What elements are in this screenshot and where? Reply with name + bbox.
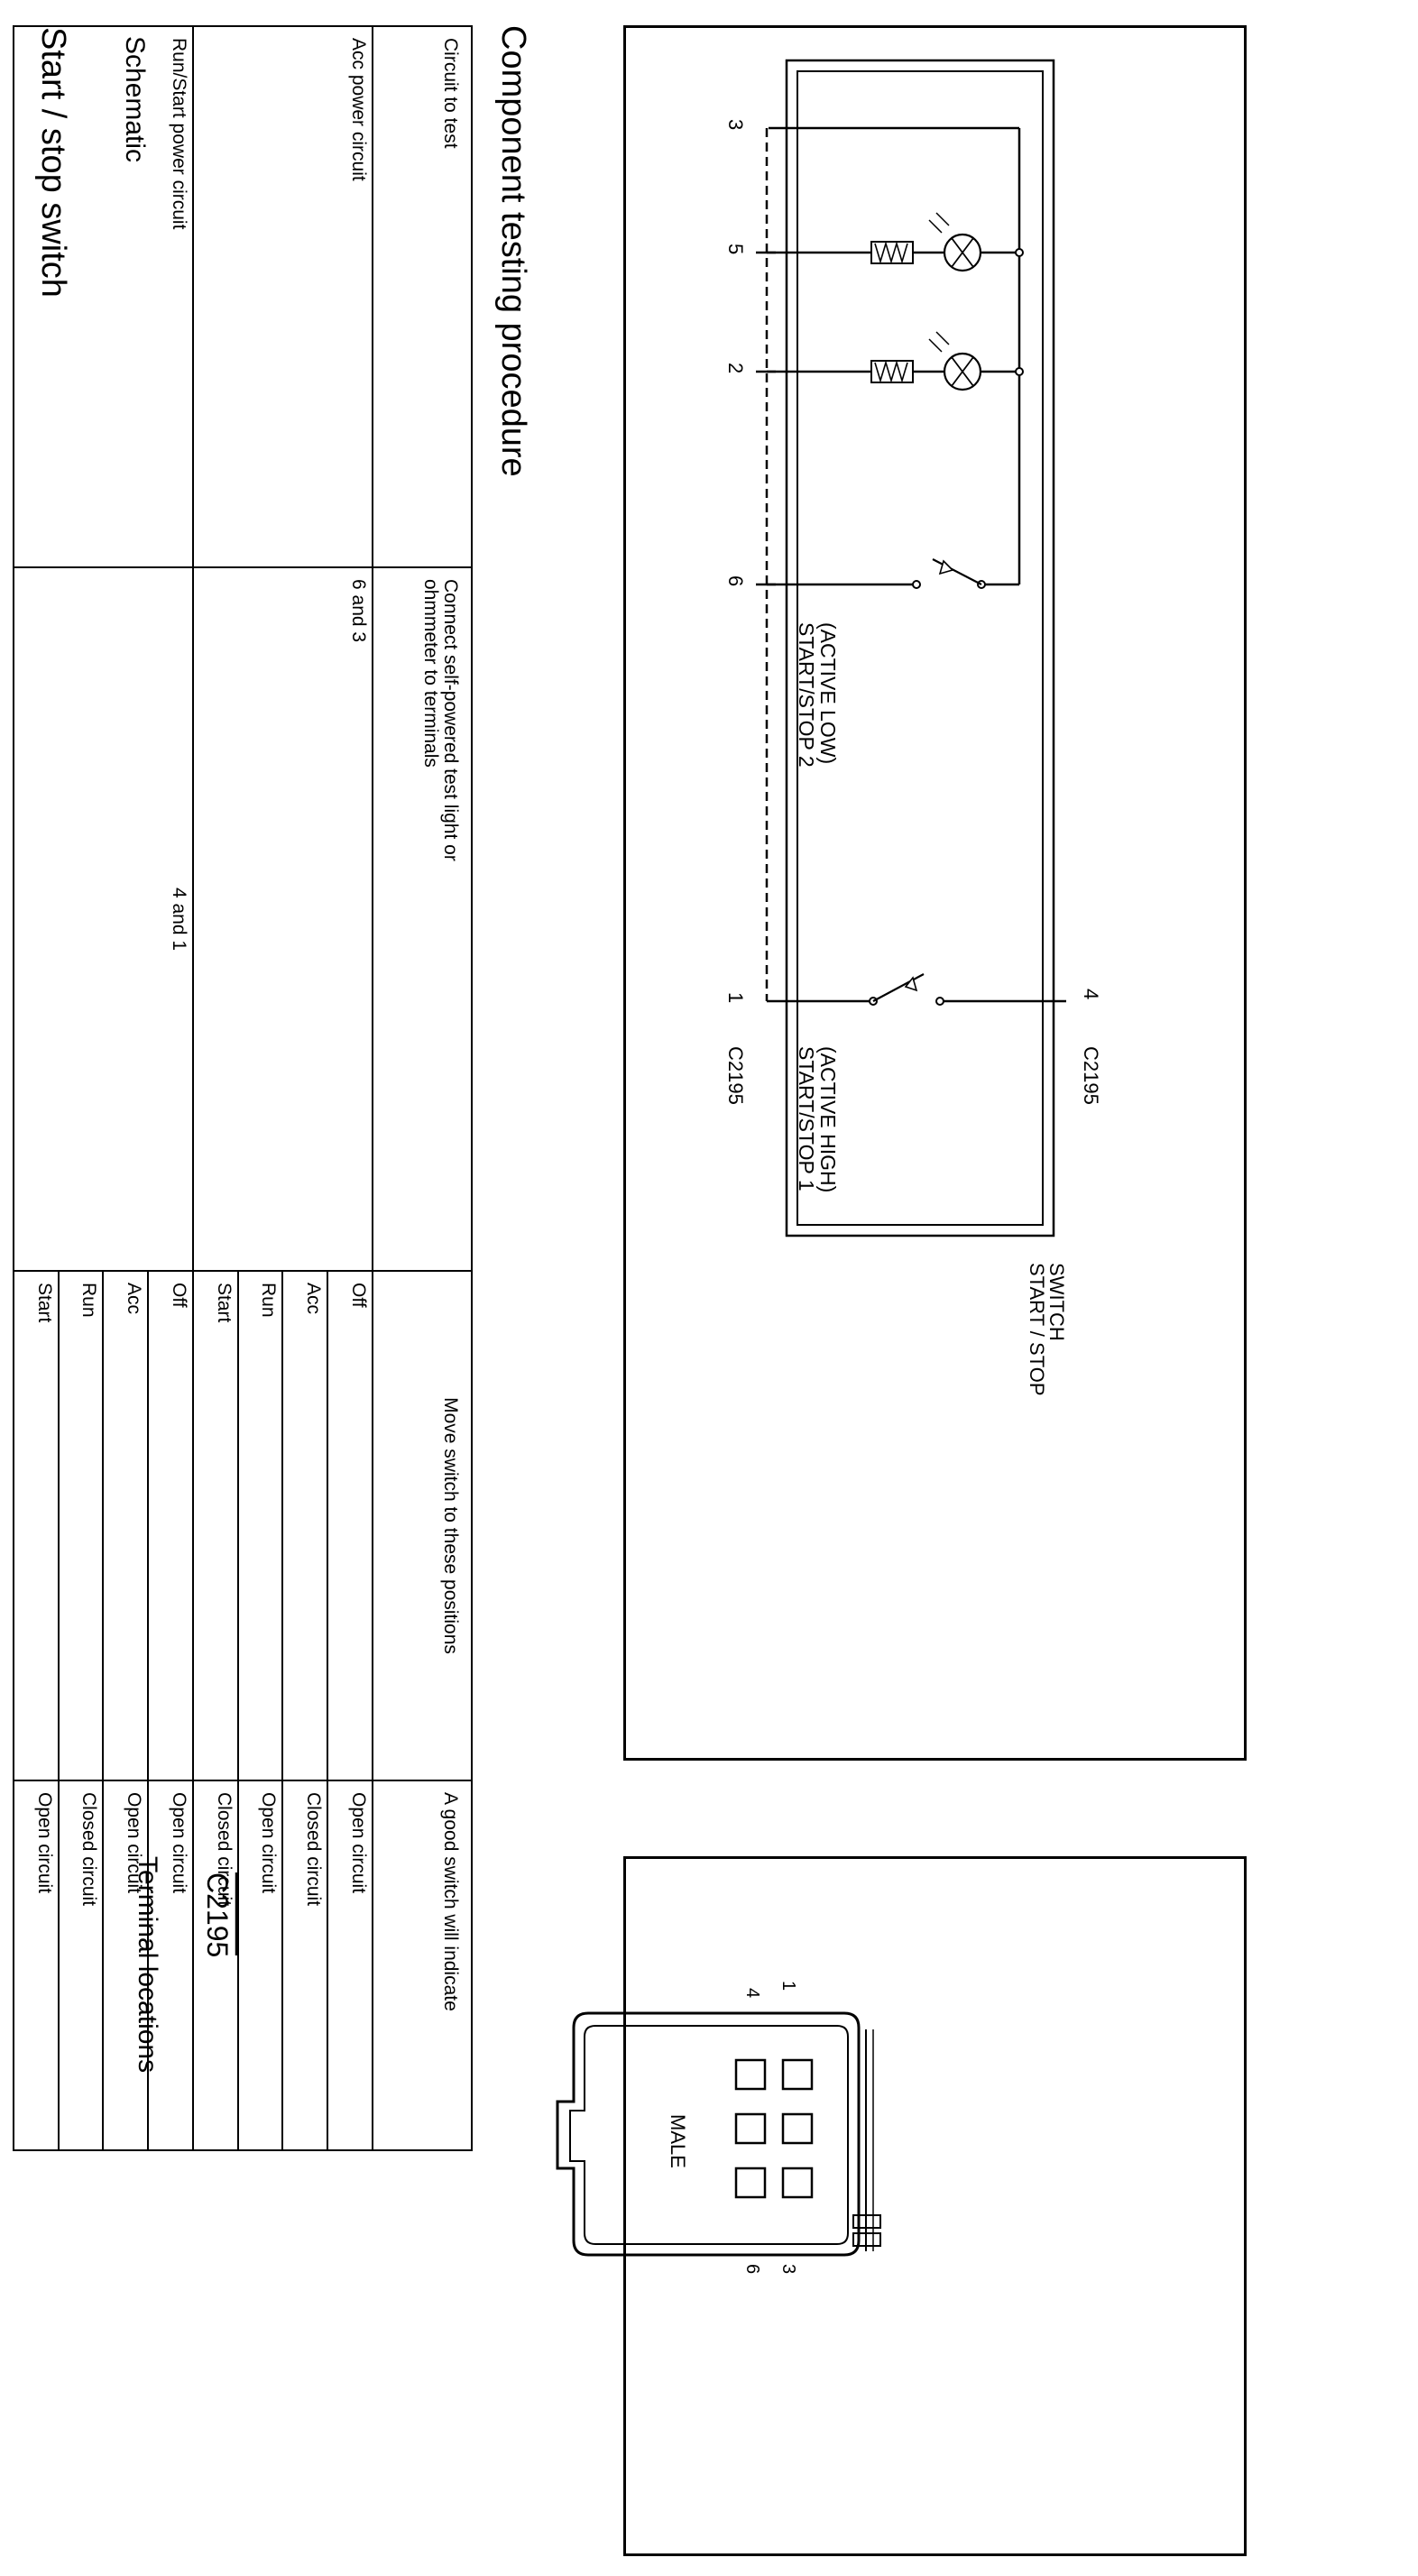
result-cell: Closed circuit <box>283 1780 328 2150</box>
position-cell: Run <box>59 1271 104 1780</box>
component-label-line2: SWITCH <box>1045 1263 1068 1341</box>
page-title: Start / stop switch <box>34 27 72 298</box>
procedure-heading: Component testing procedure <box>494 25 532 477</box>
terminals-acc: 6 and 3 <box>193 567 373 1271</box>
result-cell: Open circuit <box>238 1780 283 2150</box>
header-move: Move switch to these positions <box>373 1271 472 1780</box>
switch1-label-line2: (ACTIVE HIGH) <box>816 1046 840 1193</box>
cavity-4 <box>736 2060 765 2089</box>
header-connect: Connect self-powered test light or ohmmeter to terminals <box>373 567 472 1271</box>
result-cell: Open circuit <box>148 1780 193 2150</box>
connector-housing <box>557 2013 859 2255</box>
connector-label-right: C2195 <box>1080 1046 1102 1105</box>
table-row <box>327 26 373 2150</box>
cavity-2 <box>783 2114 812 2143</box>
terminal-pin-1: 1 <box>778 1981 798 1992</box>
cavity-5 <box>736 2114 765 2143</box>
table-header-row <box>373 26 472 2150</box>
result-cell: Open circuit <box>104 1780 149 2150</box>
terminal-gender: MALE <box>667 2114 689 2168</box>
result-cell: Open circuit <box>327 1780 373 2150</box>
switch2-label-line1: START/STOP 2 <box>795 622 818 768</box>
terminal-pin-4: 4 <box>742 1988 762 1999</box>
schematic-heading: Schematic <box>120 36 150 163</box>
position-cell: Off <box>327 1271 373 1780</box>
result-cell: Closed circuit <box>193 1780 238 2150</box>
circuit-acc: Acc power circuit <box>193 26 373 567</box>
cavity-1 <box>783 2060 812 2089</box>
terminal-pin-3: 3 <box>778 2264 798 2275</box>
position-cell: Acc <box>283 1271 328 1780</box>
terminal-locations-heading: Terminal locations <box>133 1856 162 2074</box>
pin-label-6: 6 <box>724 575 747 587</box>
pin-label-4: 4 <box>1080 989 1102 1000</box>
header-circuit: Circuit to test <box>373 26 472 567</box>
table-row <box>148 26 193 2150</box>
circuit-run-start: Run/Start power circuit <box>14 26 193 567</box>
pin-label-3: 3 <box>724 119 747 131</box>
component-label-line1: START / STOP <box>1026 1263 1048 1396</box>
switch2-label-line2: (ACTIVE LOW) <box>816 622 840 765</box>
position-cell: Start <box>193 1271 238 1780</box>
position-cell: Run <box>238 1271 283 1780</box>
terminals-run-start: 4 and 1 <box>14 567 193 1271</box>
connector-label-left: C2195 <box>724 1046 747 1105</box>
procedure-table <box>13 25 473 2151</box>
terminal-connector-id: C2195 <box>201 1872 234 1958</box>
result-cell: Closed circuit <box>59 1780 104 2150</box>
result-cell: Open circuit <box>14 1780 59 2150</box>
cavity-6 <box>736 2168 765 2197</box>
position-cell: Off <box>148 1271 193 1780</box>
header-indicate: A good switch will indicate <box>373 1780 472 2150</box>
position-cell: Acc <box>104 1271 149 1780</box>
terminal-pin-6: 6 <box>742 2264 762 2275</box>
pin-label-1: 1 <box>724 992 747 1004</box>
cavity-3 <box>783 2168 812 2197</box>
pin-label-5: 5 <box>724 244 747 255</box>
pin-label-2: 2 <box>724 363 747 374</box>
switch1-label-line1: START/STOP 1 <box>795 1046 818 1191</box>
position-cell: Start <box>14 1271 59 1780</box>
